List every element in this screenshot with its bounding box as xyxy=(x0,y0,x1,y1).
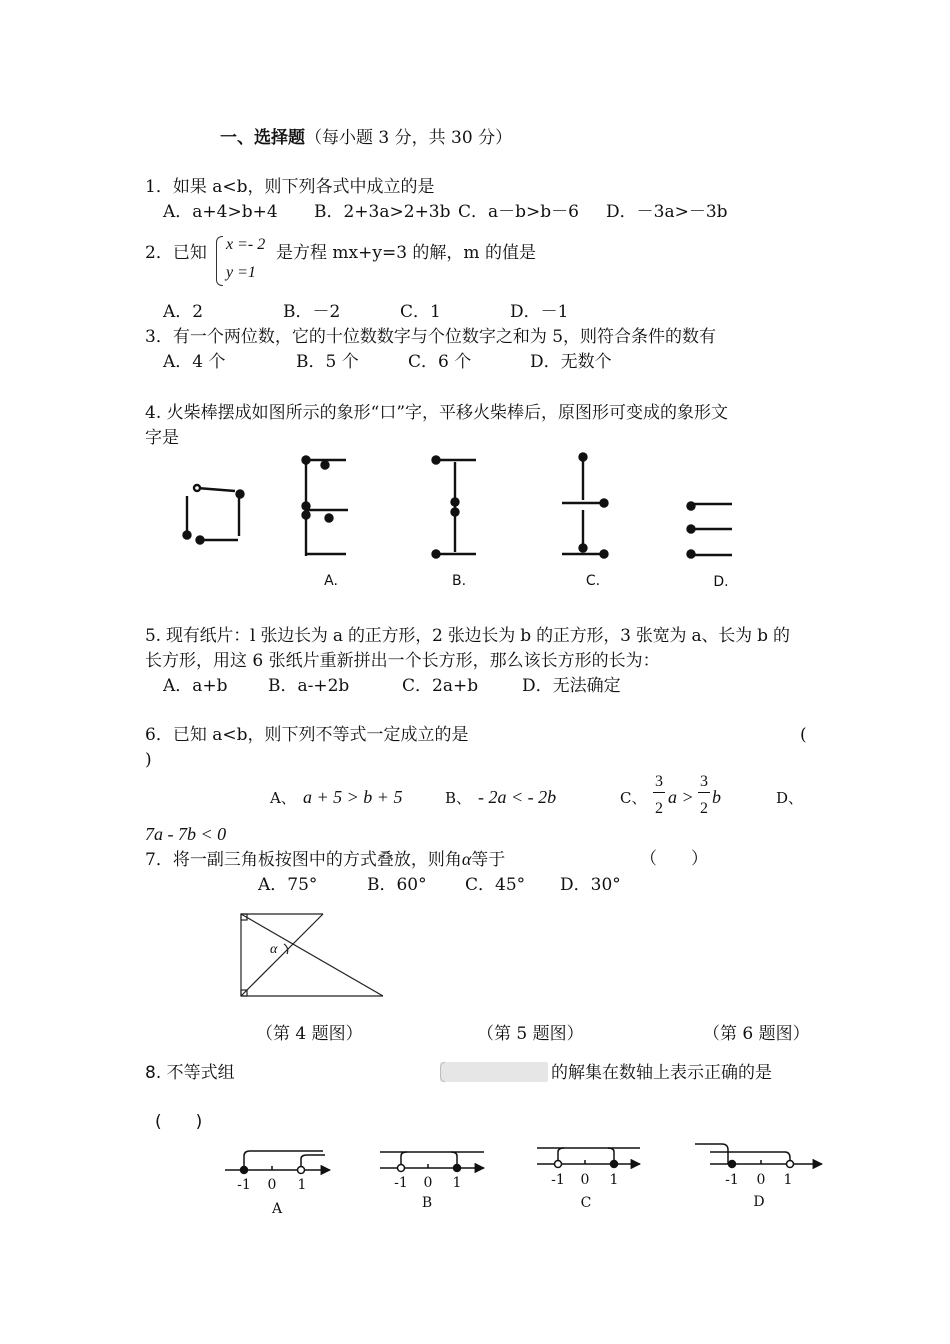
q1-option-b[interactable]: B．2+3a>2+3b xyxy=(314,202,451,222)
q8-a-tick-0: 0 xyxy=(267,1177,277,1193)
q6-option-c-mid[interactable]: a > xyxy=(668,787,694,807)
section-title: 一、选择题 xyxy=(220,128,305,148)
q4-line1: 4. 火柴棒摆成如图所示的象形“口”字，平移火柴棒后，原图形可变成的象形文 xyxy=(145,403,729,423)
q6-option-d-label: D、 xyxy=(776,789,804,807)
q6-option-c-num2: 3 xyxy=(700,773,708,790)
q1-option-a[interactable]: A．a+4>b+4 xyxy=(163,202,278,222)
q8-stem-prefix: 8. 不等式组 xyxy=(145,1063,235,1083)
q5-line2: 长方形，用这 6 张纸片重新拼出一个长方形，那么该长方形的长为： xyxy=(145,651,660,671)
q6-stem: 6．已知 a<b，则下列不等式一定成立的是 xyxy=(145,725,469,745)
q3-option-c[interactable]: C．6 个 xyxy=(408,352,472,372)
q8-paren: ( ) xyxy=(155,1112,203,1132)
caption-q6: （第 6 题图） xyxy=(703,1024,810,1044)
q8-d-tick-0: 0 xyxy=(756,1172,766,1188)
q8-d-tick-1: 1 xyxy=(783,1172,793,1188)
q7-figure-alpha-label: α xyxy=(270,942,278,957)
q4-label-a: A. xyxy=(324,573,338,589)
q4-label-d: D. xyxy=(713,574,729,590)
q8-label-c: C xyxy=(580,1195,592,1211)
q5-option-c[interactable]: C．2a+b xyxy=(402,676,479,696)
q4-label-c: C. xyxy=(585,573,601,589)
q2-option-d[interactable]: D．－1 xyxy=(510,302,569,322)
q3-option-b[interactable]: B．5 个 xyxy=(296,352,359,372)
q8-option-d-axis xyxy=(695,1144,822,1168)
q8-c-tick-1: 1 xyxy=(609,1172,619,1188)
q7-alpha: α xyxy=(461,849,472,869)
q1-option-c[interactable]: C．a－b>b－6 xyxy=(458,202,579,222)
q6-option-a-label: A、 xyxy=(270,789,296,807)
q4-label-b: B. xyxy=(451,573,467,589)
q2-option-c[interactable]: C．1 xyxy=(400,302,441,322)
q6-option-c-num1: 3 xyxy=(655,773,663,790)
q8-b-tick-1: 1 xyxy=(452,1175,462,1191)
q8-label-a: A xyxy=(271,1201,283,1217)
q6-option-c-label: C、 xyxy=(620,789,647,807)
q8-option-a-axis xyxy=(225,1151,330,1174)
q6-option-b-label: B、 xyxy=(445,789,472,807)
q2-system-line1: x =- 2 xyxy=(226,236,266,253)
q8-stem-suffix: 的解集在数轴上表示正确的是 xyxy=(551,1063,772,1083)
q6-option-d[interactable]: 7a - 7b < 0 xyxy=(145,824,227,844)
q8-c-tick-neg1: -1 xyxy=(551,1172,565,1188)
caption-q4: （第 4 题图） xyxy=(256,1024,363,1044)
q7-stem-end: 等于 xyxy=(471,850,506,870)
q7-option-b[interactable]: B．60° xyxy=(367,875,427,895)
q7-stem-text: 7．将一副三角板按图中的方式叠放，则角 xyxy=(145,850,462,870)
q6-option-c-end[interactable]: b xyxy=(712,787,721,807)
q4-line2: 字是 xyxy=(145,428,179,448)
section-note: （每小题 3 分，共 30 分） xyxy=(305,128,513,148)
q6-option-a[interactable]: a + 5 > b + 5 xyxy=(303,787,403,807)
q1-option-d[interactable]: D．－3a>－3b xyxy=(606,202,728,222)
caption-q5: （第 5 题图） xyxy=(477,1024,584,1044)
q7-option-d[interactable]: D．30° xyxy=(560,875,621,895)
q5-line1: 5. 现有纸片：l 张边长为 a 的正方形，2 张边长为 b 的正方形，3 张宽为 a、长为 b 的 xyxy=(145,626,790,646)
q2-system-line2: y =1 xyxy=(226,264,256,281)
q8-a-tick-1: 1 xyxy=(297,1177,307,1193)
q6-option-c-den1: 2 xyxy=(655,800,663,817)
q8-a-tick-neg1: -1 xyxy=(237,1177,251,1193)
q7-option-c[interactable]: C．45° xyxy=(465,875,526,895)
q8-option-b-axis xyxy=(380,1152,484,1172)
q8-label-d: D xyxy=(753,1194,765,1210)
q5-option-b[interactable]: B．a-+2b xyxy=(268,676,350,696)
q6-paren-close: ) xyxy=(145,750,152,770)
q2-stem-suffix: 是方程 mx+y=3 的解，m 的值是 xyxy=(276,243,536,263)
q2-option-b[interactable]: B．－2 xyxy=(283,302,341,322)
q3-stem: 3．有一个两位数，它的十位数数字与个位数字之和为 5，则符合条件的数有 xyxy=(145,327,717,347)
q8-b-tick-neg1: -1 xyxy=(394,1175,408,1191)
q6-paren-open: ( xyxy=(800,725,807,745)
q3-option-a[interactable]: A．4 个 xyxy=(163,352,226,372)
q2-option-a[interactable]: A．2 xyxy=(163,302,204,322)
q2-stem-prefix: 2．已知 xyxy=(145,243,207,263)
q5-option-a[interactable]: A．a+b xyxy=(163,676,228,696)
q8-b-tick-0: 0 xyxy=(423,1175,433,1191)
q8-label-b: B xyxy=(421,1195,433,1211)
q8-d-tick-neg1: -1 xyxy=(725,1172,739,1188)
q8-c-tick-0: 0 xyxy=(580,1172,590,1188)
q5-option-d[interactable]: D．无法确定 xyxy=(522,676,621,696)
q7-option-a[interactable]: A．75° xyxy=(258,875,318,895)
q6-option-b[interactable]: - 2a < - 2b xyxy=(478,787,557,807)
q7-paren: （ ） xyxy=(640,849,708,869)
q3-option-d[interactable]: D．无数个 xyxy=(530,352,612,372)
q8-option-c-axis xyxy=(537,1148,640,1168)
q1-stem: 1．如果 a<b，则下列各式中成立的是 xyxy=(145,177,435,197)
q6-option-c-den2: 2 xyxy=(700,800,708,817)
